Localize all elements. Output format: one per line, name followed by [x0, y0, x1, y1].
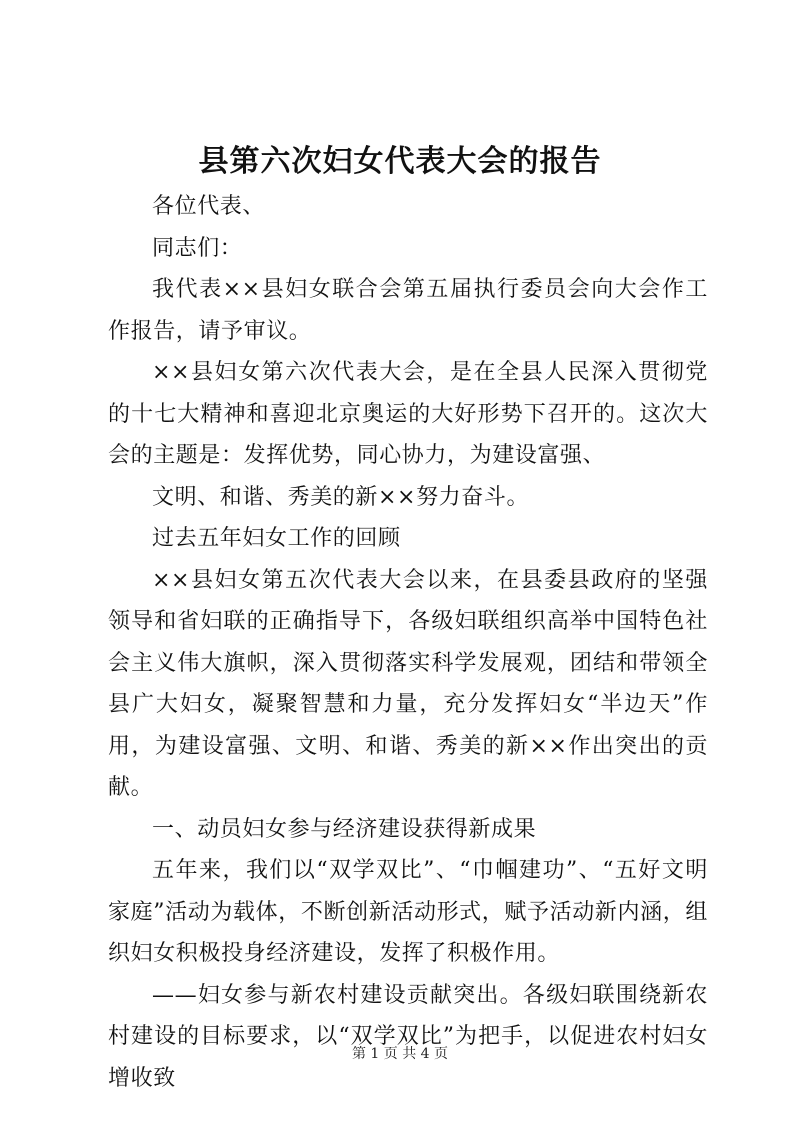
document-title: 县第六次妇女代表大会的报告	[198, 144, 602, 179]
paragraph-salutation-1: 各位代表、	[152, 194, 266, 219]
section-heading-review: 过去五年妇女工作的回顾	[152, 526, 401, 551]
paragraph-economy: 五年来，我们以“双学双比”、“巾帼建功”、“五好文明家庭”活动为载体，不断创新活动形式，赋予活动新内涵，组织妇女积极投身经济建设，发挥了积极作用。	[108, 858, 708, 966]
paragraph-salutation-2: 同志们：	[152, 235, 243, 261]
paragraph-rural: ——妇女参与新农村建设贡献突出。各级妇联围绕新农村建设的目标要求，以“双学双比”为把手，以促进农村妇女增收致	[108, 982, 708, 1091]
page-number-footer: 第 1 页 共 4 页	[351, 1046, 449, 1062]
document-body	[108, 186, 708, 1099]
paragraph-theme: ××县妇女第六次代表大会，是在全县人民深入贯彻党的十七大精神和喜迎北京奥运的大好形势下召开的。这次大会的主题是：发挥优势，同心协力，为建设富强、	[108, 360, 708, 468]
section-heading-economy: 一、动员妇女参与经济建设获得新成果	[152, 816, 537, 842]
paragraph-intro: 我代表××县妇女联合会第五届执行委员会向大会作工作报告，请予审议。	[108, 277, 708, 344]
paragraph-theme-continued: 文明、和谐、秀美的新××努力奋斗。	[152, 484, 530, 510]
paragraph-review: ××县妇女第五次代表大会以来，在县委县政府的坚强领导和省妇联的正确指导下，各级妇联组织高举中国特色社会主义伟大旗帜，深入贯彻落实科学发展观，团结和带领全县广大妇女，凝聚智慧和力量，充分发挥妇女“半边天”作用，为建设富强、文明、和谐、秀美的新××作出突出的贡献。	[108, 567, 708, 800]
